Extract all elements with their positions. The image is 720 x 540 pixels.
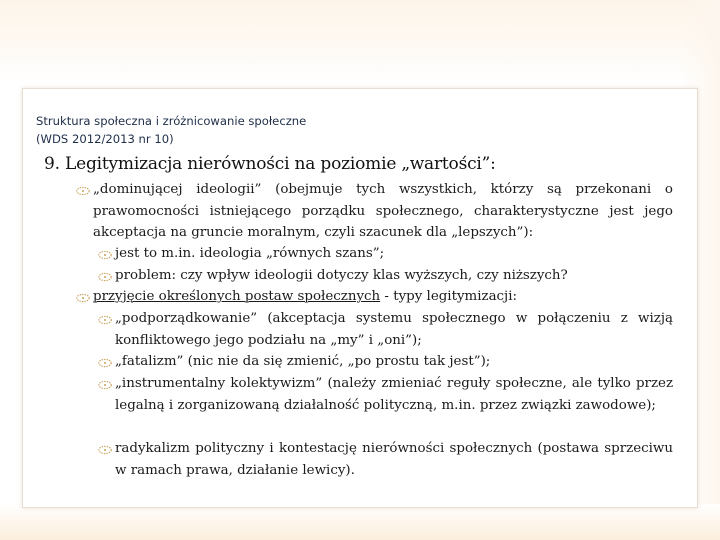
list-item: radykalizm polityczny i kontestację nierówności społecznych (postawa sprzeciwu w ramach prawa, działanie lewicy).	[115, 441, 673, 478]
dotted-leaf-icon	[97, 358, 113, 368]
dotted-leaf-icon	[97, 380, 113, 390]
dotted-leaf-icon	[97, 250, 113, 260]
subtitle-line-1: Struktura społeczna i zróżnicowanie społeczne	[36, 114, 307, 128]
dotted-leaf-icon	[97, 445, 113, 455]
list-item: problem: czy wpływ ideologii dotyczy klas wyższych, czy niższych?	[115, 268, 568, 283]
dotted-leaf-icon	[97, 315, 113, 325]
dotted-leaf-icon	[97, 272, 113, 282]
list-item: „podporządkowanie” (akceptacja systemu społecznego w połączeniu z wizją konfliktowego jego podziału na „my” i „oni”);	[115, 311, 673, 348]
header-band	[0, 0, 720, 82]
list-item	[93, 286, 673, 308]
list-item: „fatalizm” (nic nie da się zmienić, „po prostu tak jest”);	[115, 354, 491, 369]
list-item: jest to m.in. ideologia „równych szans”;	[115, 246, 385, 261]
footer-band	[0, 504, 720, 540]
list-item-rest: - typy legitymizacji:	[380, 289, 518, 304]
slide-subtitle	[36, 112, 636, 148]
dotted-leaf-icon	[75, 186, 91, 196]
underlined-phrase: przyjęcie określonych postaw społecznych	[93, 289, 381, 304]
list-item: „instrumentalny kolektywizm” (należy zmieniać reguły społeczne, ale tylko przez legalną i zorganizowaną działalność polityczną, m.in. przez związki zawodowe);	[115, 376, 673, 413]
list-item: „dominującej ideologii” (obejmuje tych wszystkich, którzy są przekonani o prawomocności istniejącego porządku społecznego, charakterystyczne jest jego akceptacja na gruncie moralnym, czyli szacunek dla „lepszych”):	[93, 182, 673, 240]
slide-heading: 9. Legitymizacja nierówności na poziomie „wartości”:	[44, 154, 496, 174]
subtitle-line-2: (WDS 2012/2013 nr 10)	[36, 132, 174, 146]
dotted-leaf-icon	[75, 293, 91, 303]
